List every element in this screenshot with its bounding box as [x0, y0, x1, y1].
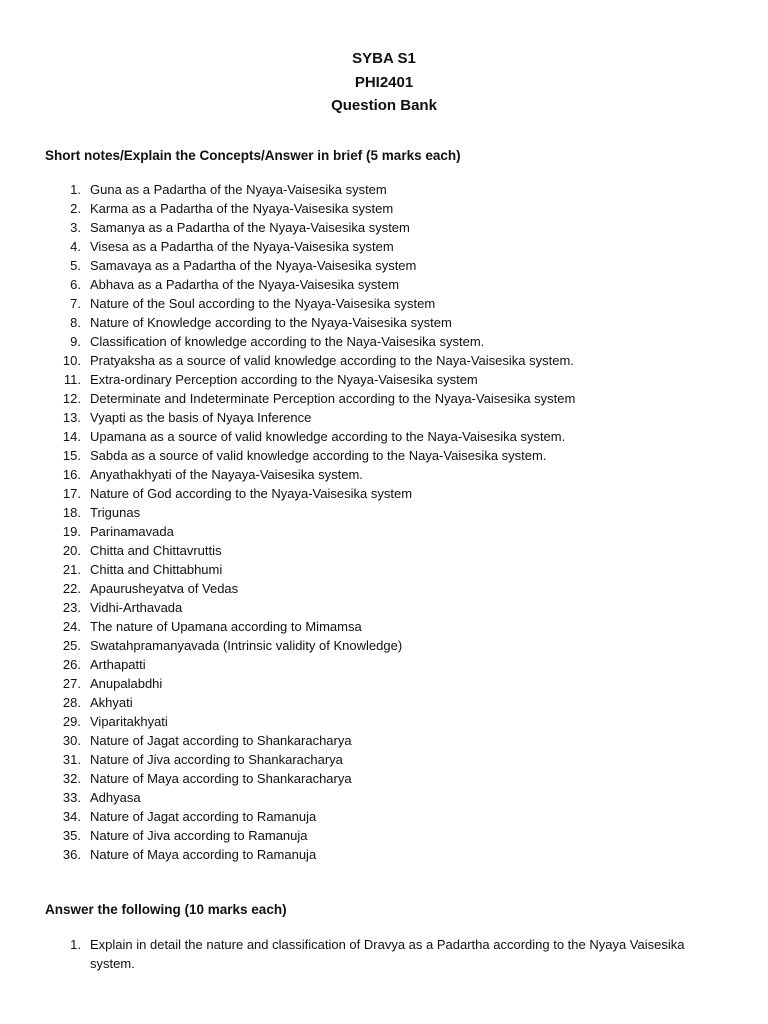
item-text: Nature of Knowledge according to the Nyaya-Vaisesika system — [90, 315, 452, 330]
item-number: 17. — [62, 486, 81, 501]
section-heading-short-notes: Short notes/Explain the Concepts/Answer in brief (5 marks each) — [45, 148, 461, 163]
item-number: 32. — [62, 771, 81, 786]
item-number: 4. — [70, 239, 81, 254]
item-text: Viparitakhyati — [90, 714, 168, 729]
item-number: 18. — [62, 505, 81, 520]
list-item — [0, 427, 768, 446]
list-item — [0, 693, 768, 712]
list-item — [0, 503, 768, 522]
short-notes-list — [0, 180, 768, 864]
item-text: Anyathakhyati of the Nayaya-Vaisesika system. — [90, 467, 363, 482]
item-text: Nature of Jagat according to Shankaracharya — [90, 733, 352, 748]
item-number: 1. — [70, 182, 81, 197]
item-text: Upamana as a source of valid knowledge according to the Naya-Vaisesika system. — [90, 429, 566, 444]
list-item — [0, 522, 768, 541]
item-number: 23. — [62, 600, 81, 615]
item-number: 25. — [62, 638, 81, 653]
list-item — [0, 332, 768, 351]
item-text: Trigunas — [90, 505, 141, 520]
list-item — [0, 655, 768, 674]
item-text: Explain in detail the nature and classification of Dravya as a Padartha according to the Nyaya Vaisesika system. — [90, 937, 685, 971]
item-number: 20. — [62, 543, 81, 558]
item-number: 24. — [62, 619, 81, 634]
list-item — [0, 370, 768, 389]
item-number: 19. — [62, 524, 81, 539]
list-item — [0, 313, 768, 332]
item-text: Samavaya as a Padartha of the Nyaya-Vaisesika system — [90, 258, 417, 273]
item-number: 21. — [62, 562, 81, 577]
item-text: Adhyasa — [90, 790, 141, 805]
list-item — [0, 674, 768, 693]
item-text: Vyapti as the basis of Nyaya Inference — [90, 410, 312, 425]
list-item — [0, 541, 768, 560]
course-code: PHI2401 — [354, 73, 414, 91]
item-number: 36. — [62, 847, 81, 862]
list-item — [0, 294, 768, 313]
document-title: Question Bank — [331, 97, 437, 114]
list-item — [0, 199, 768, 218]
item-number: 28. — [62, 695, 81, 710]
item-number: 9. — [70, 334, 81, 349]
list-item — [0, 579, 768, 598]
item-number: 15. — [62, 448, 81, 463]
list-item — [0, 731, 768, 750]
item-number: 8. — [70, 315, 81, 330]
item-text: Nature of Jagat according to Ramanuja — [90, 809, 317, 824]
item-number: 34. — [62, 809, 81, 824]
item-text: Sabda as a source of valid knowledge according to the Naya-Vaisesika system. — [90, 448, 547, 463]
item-number: 7. — [70, 296, 81, 311]
item-number: 12. — [62, 391, 81, 406]
item-number: 29. — [62, 714, 81, 729]
item-text: Abhava as a Padartha of the Nyaya-Vaisesika system — [90, 277, 400, 292]
item-number: 26. — [62, 657, 81, 672]
item-number: 35. — [62, 828, 81, 843]
item-text: Classification of knowledge according to the Naya-Vaisesika system. — [90, 334, 485, 349]
item-text: Arthapatti — [90, 657, 146, 672]
item-text: Nature of Maya according to Ramanuja — [90, 847, 317, 862]
item-number: 10. — [62, 353, 81, 368]
item-text: Nature of the Soul according to the Nyaya-Vaisesika system — [90, 296, 436, 311]
item-text: The nature of Upamana according to Mimamsa — [90, 619, 362, 634]
item-text: Nature of Maya according to Shankaracharya — [90, 771, 352, 786]
list-item — [0, 351, 768, 370]
list-item — [0, 560, 768, 579]
item-number: 1. — [70, 937, 81, 952]
item-number: 14. — [62, 429, 81, 444]
long-answer-list — [0, 935, 768, 973]
list-item — [0, 750, 768, 769]
item-number: 3. — [70, 220, 81, 235]
item-number: 16. — [62, 467, 81, 482]
item-text: Parinamavada — [90, 524, 174, 539]
list-item — [0, 769, 768, 788]
list-item — [0, 275, 768, 294]
list-item — [0, 408, 768, 427]
list-item — [0, 218, 768, 237]
list-item — [0, 446, 768, 465]
item-number: 2. — [70, 201, 81, 216]
item-number: 33. — [62, 790, 81, 805]
item-number: 22. — [62, 581, 81, 596]
list-item — [0, 484, 768, 503]
course-title: SYBA S1 — [352, 50, 416, 67]
item-text: Vidhi-Arthavada — [90, 600, 183, 615]
list-item — [0, 465, 768, 484]
list-item — [0, 807, 768, 826]
list-item — [0, 598, 768, 617]
item-text: Anupalabdhi — [90, 676, 163, 691]
item-number: 13. — [62, 410, 81, 425]
list-item — [0, 389, 768, 408]
item-text: Samanya as a Padartha of the Nyaya-Vaisesika system — [90, 220, 410, 235]
item-text: Pratyaksha as a source of valid knowledge according to the Naya-Vaisesika system. — [90, 353, 574, 368]
list-item — [0, 845, 768, 864]
list-item — [0, 617, 768, 636]
item-text: Determinate and Indeterminate Perception according to the Nyaya-Vaisesika system — [90, 391, 576, 406]
list-item — [0, 826, 768, 845]
item-text: Nature of God according to the Nyaya-Vaisesika system — [90, 486, 413, 501]
item-number: 31. — [62, 752, 81, 767]
item-text: Extra-ordinary Perception according to the Nyaya-Vaisesika system — [90, 372, 478, 387]
item-number: 27. — [62, 676, 81, 691]
item-number: 5. — [70, 258, 81, 273]
list-item — [0, 180, 768, 199]
item-number: 11. — [63, 372, 81, 387]
item-text: Chitta and Chittavruttis — [90, 543, 222, 558]
list-item — [0, 935, 768, 973]
item-text: Chitta and Chittabhumi — [90, 562, 223, 577]
list-item — [0, 636, 768, 655]
item-text: Akhyati — [90, 695, 133, 710]
item-number: 6. — [70, 277, 81, 292]
item-text: Karma as a Padartha of the Nyaya-Vaisesika system — [90, 201, 394, 216]
item-number: 30. — [62, 733, 81, 748]
document-header — [0, 47, 768, 118]
item-text: Swatahpramanyavada (Intrinsic validity of Knowledge) — [90, 638, 403, 653]
item-text: Nature of Jiva according to Shankaracharya — [90, 752, 343, 767]
section-heading-answer-following: Answer the following (10 marks each) — [45, 902, 287, 917]
list-item — [0, 256, 768, 275]
item-text: Apaurusheyatva of Vedas — [90, 581, 239, 596]
item-text: Visesa as a Padartha of the Nyaya-Vaisesika system — [90, 239, 394, 254]
list-item — [0, 788, 768, 807]
item-text: Guna as a Padartha of the Nyaya-Vaisesika system — [90, 182, 387, 197]
item-text: Nature of Jiva according to Ramanuja — [90, 828, 308, 843]
list-item — [0, 237, 768, 256]
list-item — [0, 712, 768, 731]
